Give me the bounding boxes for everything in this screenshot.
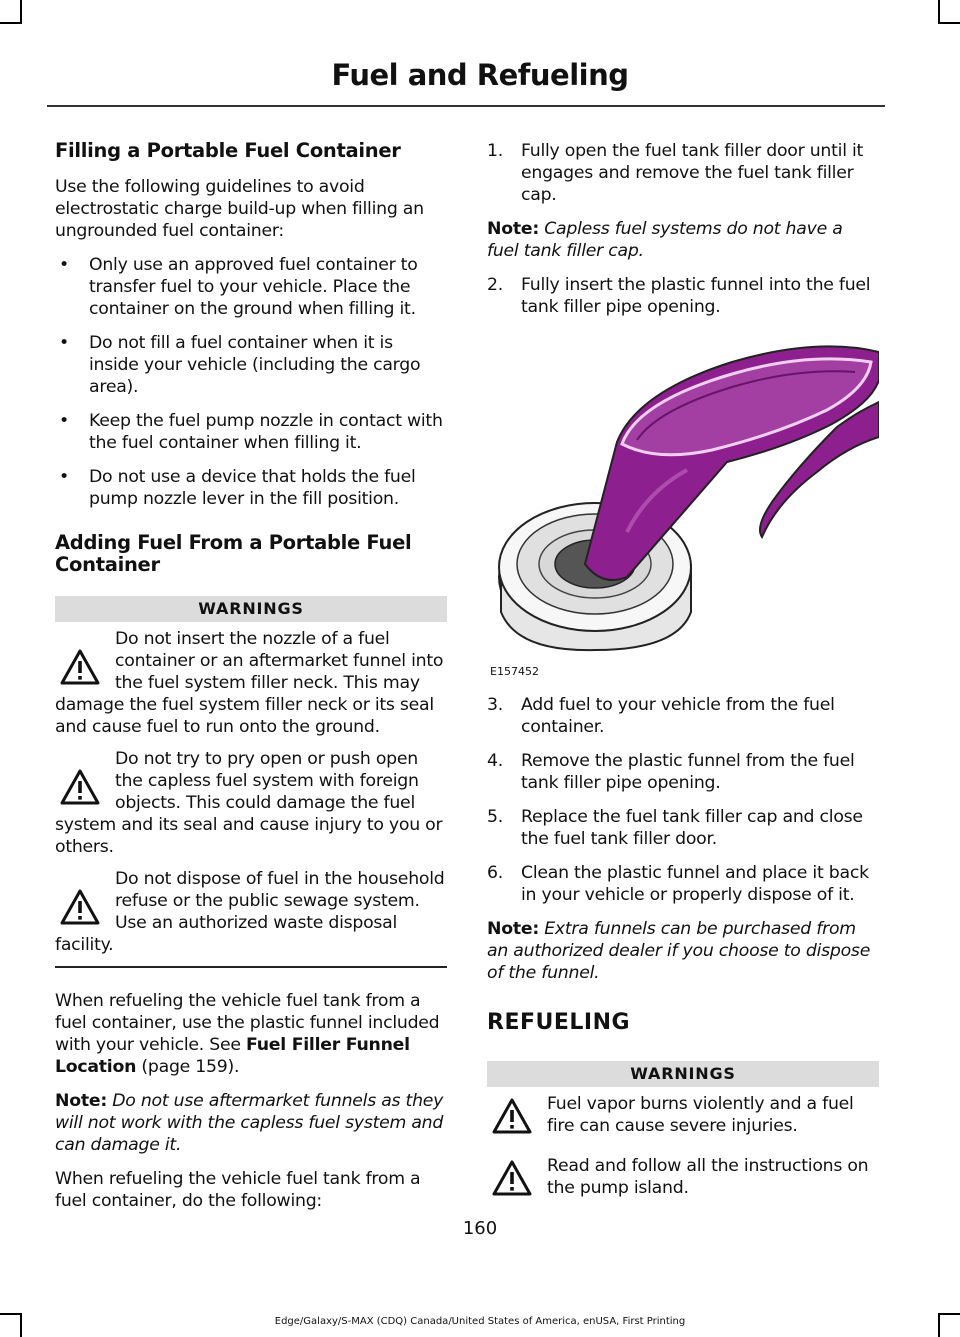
right-column [487,140,879,1213]
warning-triangle-icon [59,648,101,686]
warning-block [55,868,447,956]
warnings-end-rule [55,966,447,968]
warning-text: Read and follow all the instructions on the pump island. [547,1156,869,1198]
section-heading-filling: Filling a Portable Fuel Container [55,139,401,162]
warning-block [487,1093,879,1141]
funnel-paragraph: When refueling the vehicle fuel tank from a fuel container, use the plastic funnel included with your vehicle. See Fuel Filler Funnel Location (page 159). [55,991,440,1077]
list-item: • Keep the fuel pump nozzle in contact with the fuel container when filling it. [55,410,447,454]
warning-triangle-icon [59,768,101,806]
warning-block [55,628,447,738]
warning-triangle-icon [491,1097,533,1135]
step-list [487,140,879,206]
step-item: 4. Remove the plastic funnel from the fuel tank filler pipe opening. [487,751,855,793]
warning-triangle-icon [59,888,101,926]
footer-publication-info: Edge/Galaxy/S-MAX (CDQ) Canada/United States of America, enUSA, First Printing [274,1316,686,1327]
step-list [487,274,879,318]
note-aftermarket: Note: Do not use aftermarket funnels as they will not work with the capless fuel system and can damage it. [55,1091,444,1155]
cross-reference-link[interactable]: Fuel Filler Funnel Location [55,1035,410,1077]
warning-block [487,1155,879,1203]
warning-text: Fuel vapor burns violently and a fuel fire can cause severe injuries. [547,1094,854,1136]
warning-block [55,748,447,858]
step-item: 2. Fully insert the plastic funnel into the fuel tank filler pipe opening. [487,275,871,317]
crop-mark [938,1313,960,1315]
warning-text: Do not insert the nozzle of a fuel container or an aftermarket funnel into the fuel system filler neck. This may damage the fuel system filler neck or its seal and cause fuel to run onto the ground. [55,629,444,737]
page-header-title: Fuel and Refueling [331,58,629,92]
funnel-illustration [487,332,879,682]
step-item: 1. Fully open the fuel tank filler door until it engages and remove the fuel tank filler cap. [487,141,864,205]
step-list [487,694,879,906]
guideline-list [55,254,447,510]
step-item: 6. Clean the plastic funnel and place it back in your vehicle or properly dispose of it. [487,863,869,905]
crop-mark [938,22,960,24]
left-column [55,140,447,1224]
warnings-band: WARNINGS [55,596,447,622]
refuel-intro-paragraph: When refueling the vehicle fuel tank from a fuel container, do the following: [55,1169,421,1211]
warning-triangle-icon [491,1159,533,1197]
list-item: • Only use an approved fuel container to transfer fuel to your vehicle. Place the container on the ground when filling it. [55,254,447,320]
header-divider [47,105,885,107]
section-heading-adding-fuel: Adding Fuel From a Portable Fuel Container [55,531,412,576]
warning-text: Do not try to pry open or push open the capless fuel system with foreign objects. This could damage the fuel system and its seal and cause injury to you or others. [55,749,443,857]
figure-code: E157452 [490,665,539,678]
step-item: 3. Add fuel to your vehicle from the fuel container. [487,695,835,737]
note-extra-funnels: Note: Extra funnels can be purchased from an authorized dealer if you choose to dispose of the funnel. [487,919,871,983]
warning-group [487,1093,879,1203]
warnings-band: WARNINGS [487,1061,879,1087]
crop-mark [938,0,940,22]
list-item: • Do not fill a fuel container when it is inside your vehicle (including the cargo area). [55,332,447,398]
list-item: • Do not use a device that holds the fuel pump nozzle lever in the fill position. [55,466,447,510]
step-item: 5. Replace the fuel tank filler cap and close the fuel tank filler door. [487,807,863,849]
crop-mark [0,1313,22,1315]
note-capless: Note: Capless fuel systems do not have a fuel tank filler cap. [487,219,843,261]
section-heading-refueling: REFUELING [487,1010,631,1035]
crop-mark [20,0,22,22]
crop-mark [0,22,22,24]
warning-text: Do not dispose of fuel in the household refuse or the public sewage system. Use an authorized waste disposal facility. [55,869,445,955]
funnel-in-filler-pipe-image [487,332,879,682]
page-number: 160 [462,1218,498,1239]
intro-paragraph: Use the following guidelines to avoid electrostatic charge build-up when filling an ungrounded fuel container: [55,177,424,241]
